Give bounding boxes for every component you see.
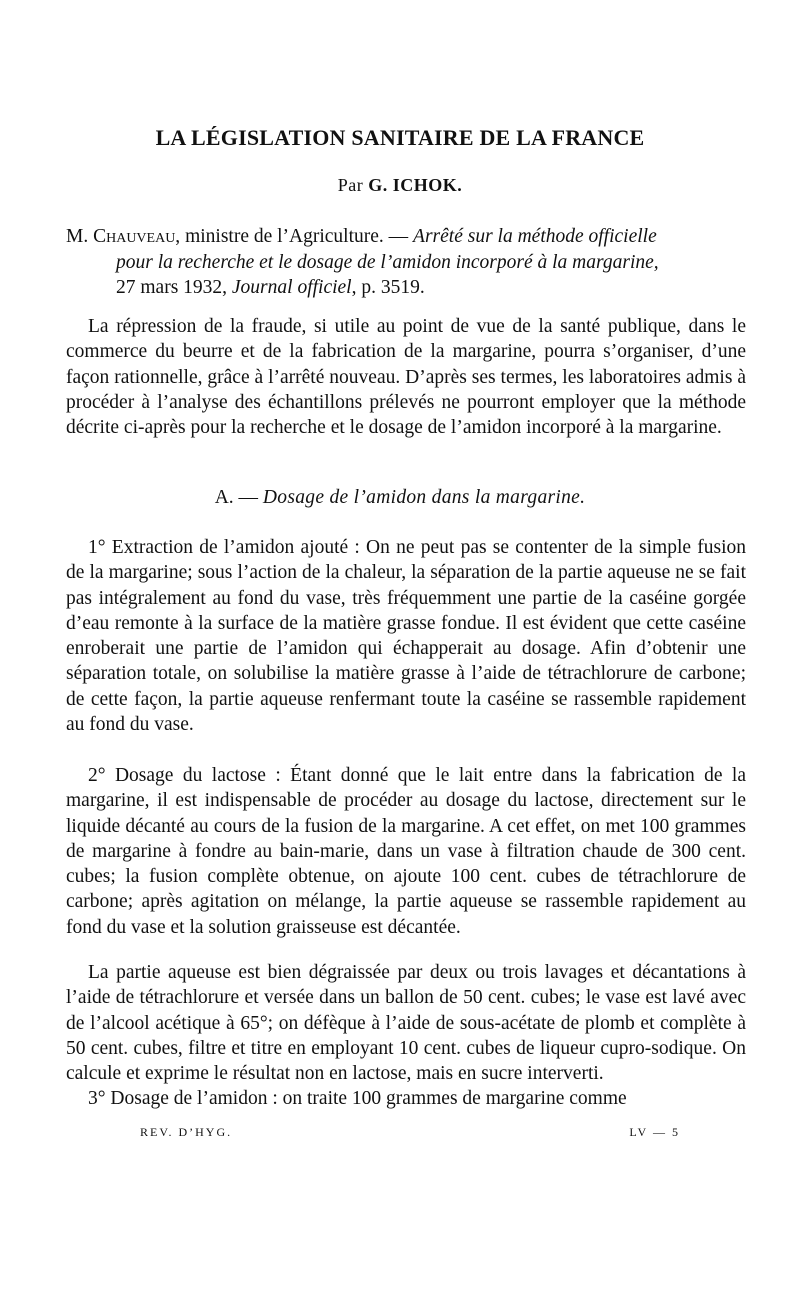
byline-par: Par [337, 175, 364, 195]
reference-role: ministre de l’Agriculture. — [180, 226, 414, 247]
reference-line-2 [66, 250, 746, 276]
page-title: LA LÉGISLATION SANITAIRE DE LA FRANCE [155, 125, 645, 150]
section-letter: A. — [214, 487, 263, 508]
reference-line-1 [66, 224, 746, 250]
reference-decree-title-2: pour la recherche et le dosage de l’amidon incorporé à la margarine, [116, 251, 659, 273]
paragraph-lactose: 2° Dosage du lactose : Étant donné que le lait entre dans la fabrication de la margarine, il est indispensable de procéder au dosage du lactose, directement sur le liquide décanté au cours de la fusion de la margarine. A cet effet, on met 100 grammes de margarine à fondre au bain-marie, dans un vase à filtration chaude de 300 cent. cubes; la fusion complète obtenue, on ajoute 100 cent. cubes de tétrachlorure de carbone; après agitation on mélange, la partie aqueuse se rassemble rapidement au fond du vase et la solution graisseuse est décantée. [66, 765, 746, 938]
paragraph-extraction: 1° Extraction de l’amidon ajouté : On ne peut pas se contenter de la simple fusion de la margarine; sous l’action de la chaleur, la séparation de la partie aqueuse ne se fait pas intégralement au fond du vase, très fréquemment une partie de la caséine gorgée d’eau remonte à la surface de la matière grasse fondue. Il est évident que cette caséine enroberait une partie de l’amidon qui échapperait au dosage. Afin d’obtenir une séparation totale, on solubilise la matière grasse à l’aide de tétrachlorure de carbone; de cette façon, la partie aqueuse renfermant toute la caséine se rassemble rapidement au fond du vase. [66, 537, 746, 736]
reference-line-3 [66, 275, 746, 301]
intro-paragraph: La répression de la fraude, si utile au point de vue de la santé publique, dans le commerce du beurre et de la fabrication de la margarine, pourra s’organiser, d’une façon rationnelle, grâce à l’arrêté nouveau. D’après ses termes, les laboratoires admis à procéder à l’analyse des échantillons prélevés ne pourront employer que la méthode décrite ci-après pour la recherche et le dosage de l’amidon incorporé à la margarine. [66, 316, 746, 439]
reference-page: , p. 3519. [351, 277, 425, 298]
decree-reference [66, 224, 746, 301]
section-heading [0, 487, 800, 509]
paragraph-aqueuse: La partie aqueuse est bien dégraissée par deux ou trois lavages et décantations à l’aide de tétrachlorure et versée dans un ballon de 50 cent. cubes; le vase est lavé avec de l’alcool acétique à 65°; on défèque à l’aide de sous-acétate de plomb et complète à 50 cent. cubes, filtre et titre en employant 10 cent. cubes de liqueur cupro-sodique. On calcule et exprime le résultat non en lactose, mais en sucre interverti. [66, 962, 746, 1085]
byline [0, 175, 800, 196]
reference-date: 27 mars 1932, [116, 277, 232, 298]
section-heading-title: Dosage de l’amidon dans la margarine. [262, 487, 586, 508]
paragraph-amidon: 3° Dosage de l’amidon : on traite 100 grammes de margarine comme [88, 1088, 627, 1109]
footer-signature: LV — 5 [629, 1125, 680, 1139]
reference-journal: Journal officiel [231, 277, 352, 298]
reference-author: M. Chauveau, [66, 226, 181, 247]
byline-author: G. ICHOK. [368, 175, 463, 195]
reference-decree-title-1: Arrêté sur la méthode officielle [413, 226, 657, 247]
page-footer [140, 1125, 680, 1140]
footer-journal: REV. D’HYG. [140, 1125, 233, 1139]
